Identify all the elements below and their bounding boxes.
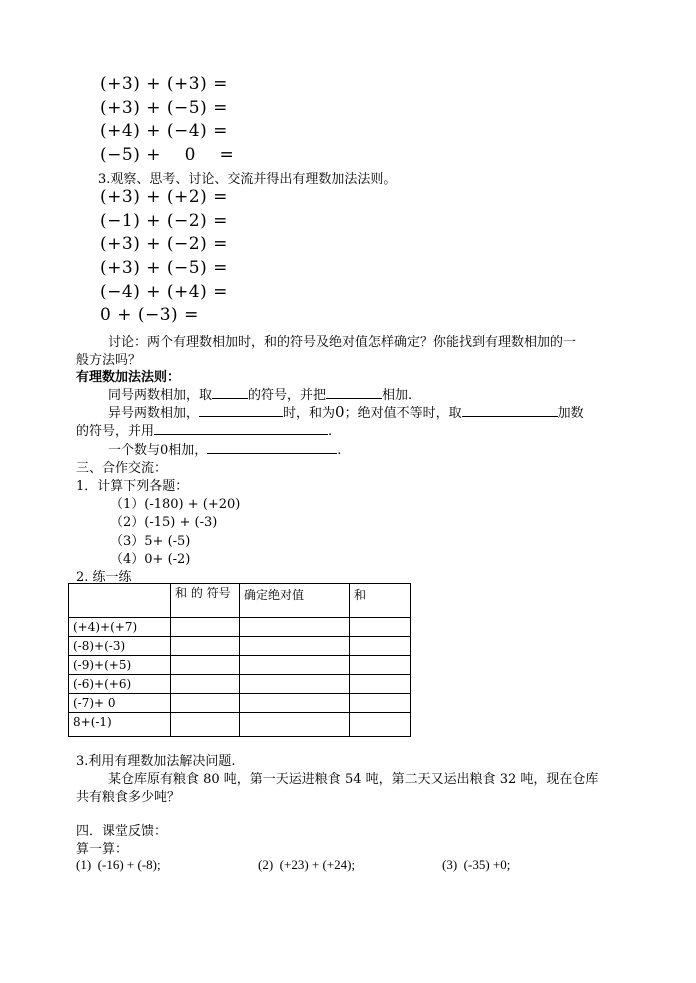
- table-cell-sign[interactable]: [171, 656, 240, 675]
- table-row: [69, 637, 411, 656]
- expression-line: (+3) + (+2) =: [100, 187, 228, 207]
- table-row: [69, 656, 411, 675]
- table-header-cell: [69, 584, 171, 618]
- table-cell-sum[interactable]: [350, 637, 411, 656]
- rule-text: .: [337, 443, 342, 458]
- rule-text: 一个数与0相加，: [108, 443, 208, 458]
- q2-title: 2. 练一练: [76, 570, 132, 585]
- q1-item: （3）5+ (-5): [110, 534, 191, 549]
- q1-item: （1）(-180) + (+20): [110, 497, 241, 512]
- table-cell-expression: 8+(-1): [69, 713, 171, 737]
- table-row: [69, 618, 411, 637]
- table-cell-expression: (-8)+(-3): [69, 637, 171, 656]
- q1-item: （4）0+ (-2): [110, 552, 191, 567]
- q3-problem-line-1: 某仓库原有粮食 80 吨，第一天运进粮食 54 吨，第二天又运出粮食 32 吨，现在仓库: [108, 772, 599, 787]
- feedback-item: (2) (+23) + (+24);: [258, 857, 356, 872]
- rule-text: 异号两数相加，: [108, 406, 200, 421]
- table-row: [69, 694, 411, 713]
- table-cell-sign[interactable]: [171, 675, 240, 694]
- feedback-item: (3) (-35) +0;: [442, 857, 511, 872]
- discussion-line-1: 讨论：两个有理数相加时，和的符号及绝对值怎样确定？你能找到有理数相加的一: [108, 335, 577, 350]
- table-cell-sign[interactable]: [171, 618, 240, 637]
- expression-line: (+3) + (−2) =: [100, 234, 228, 254]
- expression-line: (+3) + (+3) =: [100, 74, 228, 94]
- table-header-cell: 和 的 符号: [171, 584, 240, 618]
- q3-problem-line-2: 共有粮食多少吨？: [76, 790, 181, 805]
- table-cell-abs[interactable]: [240, 694, 350, 713]
- q3-title: 3.利用有理数加法解决问题.: [76, 754, 236, 769]
- answer-blank[interactable]: [154, 422, 328, 435]
- table-cell-sign[interactable]: [171, 694, 240, 713]
- section3-title: 三、合作交流：: [76, 461, 168, 476]
- table-cell-expression: (-6)+(+6): [69, 675, 171, 694]
- table-row: [69, 713, 411, 737]
- table-cell-expression: (-7)+ 0: [69, 694, 171, 713]
- expression-line: (−5) + 0 =: [100, 145, 235, 165]
- rule-text: ；绝对值不等时，取: [344, 406, 462, 421]
- q1-title: 1．计算下列各题：: [76, 479, 189, 494]
- expression-line: (−4) + (+4) =: [100, 282, 228, 302]
- table-cell-sign[interactable]: [171, 637, 240, 656]
- rule-text: 加数: [557, 406, 584, 421]
- table-cell-sum[interactable]: [350, 656, 411, 675]
- rule-zero: 0: [335, 403, 345, 421]
- rule-with-zero: [108, 439, 341, 458]
- rule-text: 相加.: [382, 388, 413, 403]
- table-cell-sum[interactable]: [350, 713, 411, 737]
- feedback-item: (1) (-16) + (-8);: [76, 857, 161, 872]
- expression-line: (+3) + (−5) =: [100, 258, 228, 278]
- rule-diff-sign: [108, 402, 584, 421]
- rule-text: 时，和为: [283, 406, 336, 421]
- expression-line: (+4) + (−4) =: [100, 121, 228, 141]
- rule-text: 的符号，并把: [248, 388, 327, 403]
- answer-blank[interactable]: [207, 441, 337, 454]
- table-header-cell: 确定绝对值: [240, 584, 350, 618]
- q1-item: （2）(-15) + (-3): [110, 515, 218, 530]
- expression-line: (+3) + (−5) =: [100, 98, 228, 118]
- table-header-cell: 和: [350, 584, 411, 618]
- table-cell-abs[interactable]: [240, 713, 350, 737]
- rule-text: .: [328, 424, 333, 439]
- answer-blank[interactable]: [462, 404, 558, 417]
- table-cell-abs[interactable]: [240, 637, 350, 656]
- answer-blank[interactable]: [199, 404, 283, 417]
- answer-blank[interactable]: [326, 386, 382, 399]
- rule-text: 的符号，并用: [76, 424, 155, 439]
- discussion-line-2: 般方法吗？: [76, 353, 142, 368]
- table-cell-abs[interactable]: [240, 675, 350, 694]
- table-cell-sum[interactable]: [350, 694, 411, 713]
- table-cell-abs[interactable]: [240, 656, 350, 675]
- rule-text: 同号两数相加，取: [108, 388, 213, 403]
- expression-line: 0 + (−3) =: [100, 305, 199, 325]
- section4-title: 四．课堂反馈：: [76, 824, 168, 839]
- practice-table: [68, 583, 411, 737]
- section4-subtitle: 算一算：: [76, 842, 129, 857]
- rule-same-sign: [108, 384, 412, 403]
- rule-title: 有理数加法法则：: [76, 370, 181, 385]
- table-cell-sum[interactable]: [350, 618, 411, 637]
- table-cell-sum[interactable]: [350, 675, 411, 694]
- table-cell-expression: (+4)+(+7): [69, 618, 171, 637]
- expression-line: (−1) + (−2) =: [100, 211, 228, 231]
- rule-diff-sign-cont: [76, 420, 332, 439]
- step3-heading: 3.观察、思考、讨论、交流并得出有理数加法法则。: [98, 172, 397, 187]
- table-cell-abs[interactable]: [240, 618, 350, 637]
- table-cell-expression: (-9)+(+5): [69, 656, 171, 675]
- answer-blank[interactable]: [212, 386, 248, 399]
- table-row: [69, 675, 411, 694]
- table-cell-sign[interactable]: [171, 713, 240, 737]
